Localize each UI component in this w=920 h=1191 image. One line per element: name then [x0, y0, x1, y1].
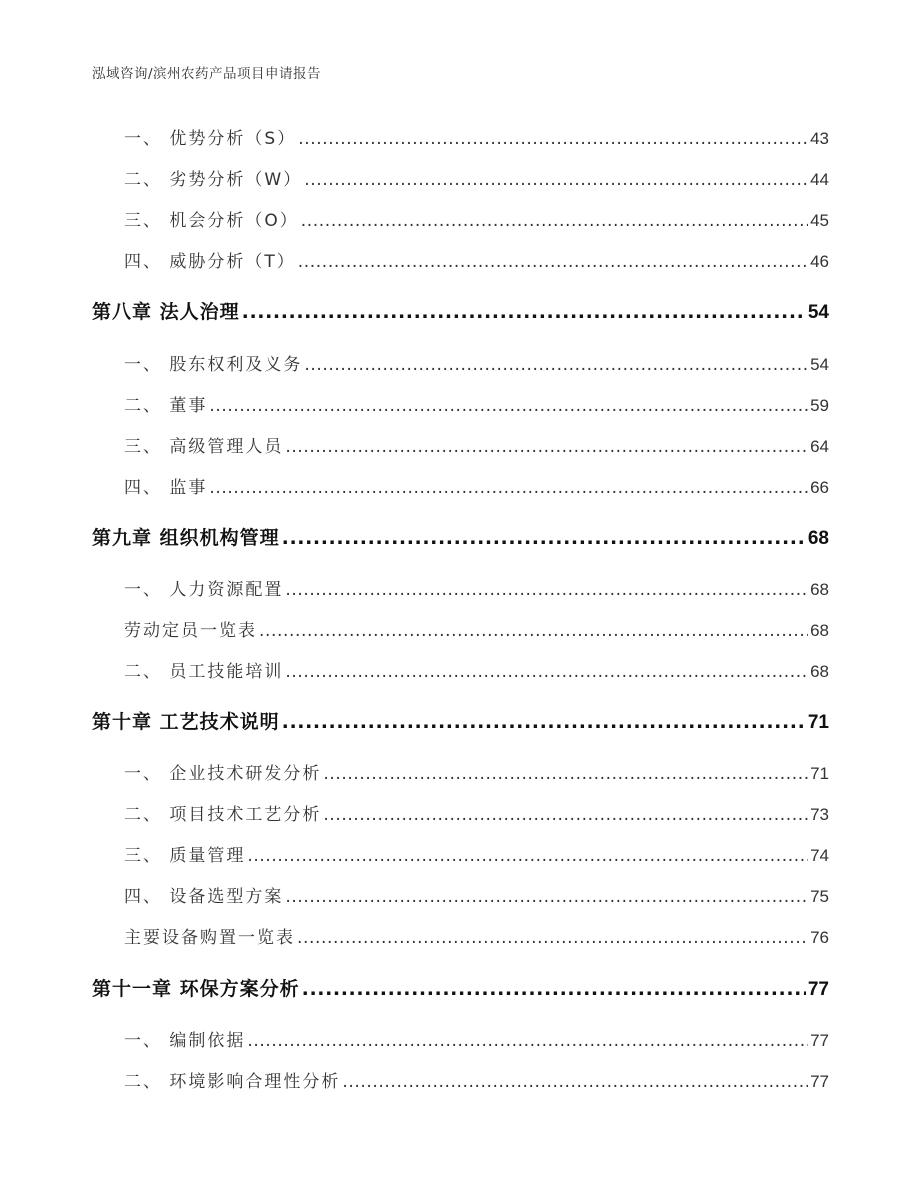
toc-entry[interactable]: [92, 432, 829, 457]
toc-chapter-label: 第八章 法人治理: [92, 301, 240, 323]
toc-leader-dots: [242, 301, 806, 323]
toc-entry-label: 二、 董事: [124, 396, 208, 416]
toc-entry-label: 三、 机会分析（O）: [124, 211, 299, 231]
toc-entry[interactable]: [92, 657, 829, 682]
toc-entry[interactable]: [92, 882, 829, 907]
toc-page-number: 68: [807, 528, 829, 549]
toc-leader-dots: [247, 846, 808, 866]
toc-entry[interactable]: [92, 575, 829, 600]
toc-leader-dots: [285, 887, 808, 907]
toc-page-number: 73: [810, 805, 829, 824]
toc-entry[interactable]: [92, 800, 829, 825]
toc-leader-dots: [297, 928, 808, 948]
toc-chapter-label: 第九章 组织机构管理: [92, 527, 280, 549]
toc-page-number: 45: [810, 211, 829, 230]
toc-page-number: 68: [810, 580, 829, 599]
toc-entry-label: 二、 环境影响合理性分析: [124, 1072, 341, 1092]
toc-chapter-entry[interactable]: [92, 707, 829, 734]
toc-entry-label: 三、 高级管理人员: [124, 437, 284, 457]
toc-page-number: 74: [810, 846, 829, 865]
toc-leader-dots: [304, 170, 808, 190]
toc-entry-label: 二、 员工技能培训: [124, 662, 284, 682]
toc-entry[interactable]: [92, 391, 829, 416]
toc-page-number: 54: [807, 302, 829, 323]
toc-leader-dots: [323, 764, 808, 784]
toc-entry-label: 一、 优势分析（S）: [124, 129, 297, 149]
toc-entry-label: 四、 设备选型方案: [124, 887, 284, 907]
toc-page-number: 46: [810, 252, 829, 271]
toc-entry-label: 主要设备购置一览表: [124, 928, 295, 948]
toc-entry[interactable]: [92, 473, 829, 498]
toc-entry[interactable]: [92, 616, 829, 641]
toc-entry[interactable]: [92, 206, 829, 231]
toc-chapter-entry[interactable]: [92, 523, 829, 550]
toc-leader-dots: [209, 478, 808, 498]
toc-entry[interactable]: [92, 124, 829, 149]
toc-entry[interactable]: [92, 759, 829, 784]
toc-entry[interactable]: [92, 247, 829, 272]
toc-page-number: 64: [810, 437, 829, 456]
toc-page-number: 59: [810, 396, 829, 415]
toc-leader-dots: [285, 662, 808, 682]
toc-leader-dots: [282, 527, 806, 549]
toc-entry-label: 三、 质量管理: [124, 846, 246, 866]
toc-leader-dots: [301, 211, 808, 231]
toc-leader-dots: [285, 580, 808, 600]
toc-entry-label: 二、 劣势分析（W）: [124, 170, 303, 190]
toc-page-number: 75: [810, 887, 829, 906]
toc-leader-dots: [209, 396, 808, 416]
toc-leader-dots: [302, 978, 806, 1000]
toc-page-number: 77: [810, 1072, 829, 1091]
toc-entry[interactable]: [92, 841, 829, 866]
toc-page-number: 66: [810, 478, 829, 497]
toc-leader-dots: [323, 805, 808, 825]
toc-page-number: 71: [807, 712, 829, 733]
toc-leader-dots: [298, 252, 808, 272]
toc-page-number: 76: [810, 928, 829, 947]
toc-entry[interactable]: [92, 1026, 829, 1051]
toc-chapter-label: 第十章 工艺技术说明: [92, 711, 280, 733]
toc-entry-label: 二、 项目技术工艺分析: [124, 805, 322, 825]
toc-entry-label: 一、 股东权利及义务: [124, 355, 303, 375]
toc-chapter-entry[interactable]: [92, 297, 829, 324]
toc-page-number: 44: [810, 170, 829, 189]
toc-page-number: 68: [810, 662, 829, 681]
toc-entry[interactable]: [92, 350, 829, 375]
toc-entry-label: 一、 人力资源配置: [124, 580, 284, 600]
toc-page-number: 71: [810, 764, 829, 783]
toc-leader-dots: [285, 437, 808, 457]
running-header: 泓域咨询/滨州农药产品项目申请报告: [92, 66, 322, 82]
toc-page-number: 77: [810, 1031, 829, 1050]
toc-leader-dots: [247, 1031, 808, 1051]
toc-chapter-label: 第十一章 环保方案分析: [92, 978, 300, 1000]
toc-page-number: 77: [807, 979, 829, 1000]
toc-entry[interactable]: [92, 165, 829, 190]
toc-leader-dots: [259, 621, 808, 641]
toc-entry-label: 四、 监事: [124, 478, 208, 498]
toc-leader-dots: [304, 355, 808, 375]
toc-leader-dots: [282, 711, 806, 733]
toc-page-number: 43: [810, 129, 829, 148]
toc-page-number: 54: [810, 355, 829, 374]
toc-entry-label: 一、 企业技术研发分析: [124, 764, 322, 784]
toc-chapter-entry[interactable]: [92, 974, 829, 1001]
toc-entry[interactable]: [92, 1067, 829, 1092]
toc-entry-label: 劳动定员一览表: [124, 621, 257, 641]
toc-entry-label: 一、 编制依据: [124, 1031, 246, 1051]
toc-entry[interactable]: [92, 923, 829, 948]
toc-leader-dots: [298, 129, 808, 149]
toc-page-number: 68: [810, 621, 829, 640]
toc-leader-dots: [342, 1072, 808, 1092]
toc-entry-label: 四、 威胁分析（T）: [124, 252, 296, 272]
